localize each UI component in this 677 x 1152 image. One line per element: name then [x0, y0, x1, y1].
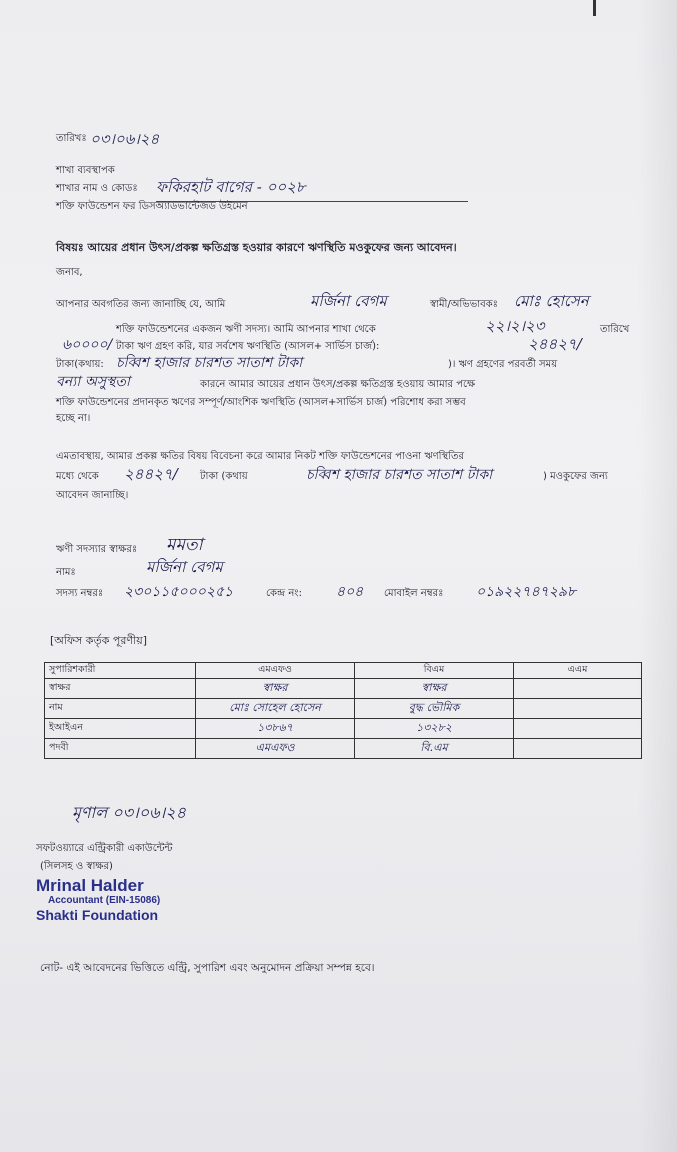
applicant-name-hw: মর্জিনা বেগম	[310, 292, 387, 310]
center-label: কেন্দ্র নং:	[266, 588, 302, 599]
mfo-signature: স্বাক্ষর	[196, 679, 355, 699]
para1-text7: )। ঋণ গ্রহণের পরবর্তী সময়	[448, 359, 558, 370]
header-cell: সুপারিশকারী	[45, 663, 196, 679]
footnote: নোট- এই আবেদনের ভিত্তিতে এন্ট্রি, সুপারিশ এবং অনুমোদন প্রক্রিয়া সম্পন্ন হবে।	[40, 962, 375, 974]
member-signature-label: ঋণী সদস্যার স্বাক্ষরঃ	[56, 544, 138, 555]
table-row	[45, 739, 642, 759]
date-value: ০৩।০৬।২৪	[90, 130, 160, 148]
para2-text2: মধ্যে থেকে	[56, 471, 99, 482]
row-label: ইআইএন	[45, 719, 196, 739]
table-row	[45, 679, 642, 699]
am-ein	[514, 719, 642, 739]
member-name-hw: মর্জিনা বেগম	[146, 558, 223, 576]
am-signature	[514, 679, 642, 699]
member-number-label: সদস্য নম্বরঃ	[56, 588, 104, 599]
salutation: জনাব,	[56, 267, 83, 278]
loan-amount-hw: ৬০০০০/	[62, 337, 113, 353]
para1-text1: আপনার অবগতির জন্য জানাচ্ছি যে, আমি	[56, 299, 226, 310]
waiver-words-hw: চব্বিশ হাজার চারশত সাতাশ টাকা	[306, 467, 493, 483]
member-name-label: নামঃ	[56, 567, 76, 578]
date-label: তারিখঃ	[56, 133, 87, 144]
reason-hw: বন্যা অসুস্থতা	[56, 374, 130, 390]
para1-text8: কারনে আমার আয়ের প্রধান উৎস/প্রকল্প ক্ষতিগ্রস্ত হওয়ায় আমার পক্ষে	[200, 379, 476, 390]
guardian-name-hw: মোঃ হোসেন	[514, 292, 589, 310]
mobile-label: মোবাইল নম্বরঃ	[384, 588, 444, 599]
office-table	[44, 662, 642, 759]
para1-text6: টাকা(কথায়:	[56, 359, 104, 370]
para1-text10: হচ্ছে না।	[56, 413, 91, 424]
branch-value: ফকিরহাট বাগের - ০০২৮	[156, 176, 468, 202]
addressee-line1: শাখা ব্যবস্থাপক	[56, 165, 115, 176]
para1-text4: তারিখে	[600, 324, 630, 335]
para1-text5: টাকা ঋণ গ্রহণ করি, যার সর্বশেষ ঋণস্থিতি (আসল+ সার্ভিস চার্জ):	[116, 341, 380, 352]
balance-words-hw: চব্বিশ হাজার চারশত সাতাশ টাকা	[116, 355, 303, 371]
office-note: [অফিস কর্তৃক পূরণীয়]	[50, 634, 147, 647]
loan-date-hw: ২২।২।২৩	[485, 317, 545, 335]
para2-text3: টাকা (কথায়	[200, 471, 248, 482]
stamp-org: Shakti Foundation	[36, 907, 159, 923]
mfo-name: মোঃ সোহেল হোসেন	[196, 699, 355, 719]
stamp-role: Accountant (EIN-15086)	[48, 895, 161, 906]
table-row	[45, 719, 642, 739]
row-label: স্বাক্ষর	[45, 679, 196, 699]
mobile-number-hw: ০১৯২২৭৪৭২৯৮	[476, 584, 577, 600]
stamp-name: Mrinal Halder	[36, 876, 144, 895]
accountant-signature-hw: মৃণাল ০৩।০৬।২৪	[72, 803, 187, 822]
waiver-amount-hw: ২৪৪২৭/	[124, 465, 178, 483]
accountant-sub: (সিলসহ ও স্বাক্ষর)	[40, 861, 113, 872]
balance-hw: ২৪৪২৭/	[528, 335, 582, 353]
bm-signature: স্বাক্ষর	[355, 679, 514, 699]
header-cell: এমএফও	[196, 663, 355, 679]
row-label: পদবী	[45, 739, 196, 759]
table-row	[45, 699, 642, 719]
table-header-row	[45, 663, 642, 679]
addressee-org: শক্তি ফাউন্ডেশন ফর ডিসঅ্যাডভান্টেজড উইমেন	[56, 201, 248, 212]
am-name	[514, 699, 642, 719]
para1-text3: শক্তি ফাউন্ডেশনের একজন ঋণী সদস্য। আমি আপনার শাখা থেকে	[116, 324, 376, 335]
top-edge-mark	[593, 0, 596, 16]
para1-text2: স্বামী/অভিভাবকঃ	[430, 299, 498, 310]
header-cell: বিএম	[355, 663, 514, 679]
subject-line: বিষয়ঃ আয়ের প্রধান উৎস/প্রকল্প ক্ষতিগ্রস্ত হওয়ার কারণে ঋণস্থিতি মওকুফের জন্য আবেদন।	[56, 241, 457, 254]
mfo-designation: এমএফও	[196, 739, 355, 759]
para2-text4: ) মওকুফের জন্য	[543, 471, 608, 482]
bm-name: বুদ্ধ ভৌমিক	[355, 699, 514, 719]
bm-designation: বি.এম	[355, 739, 514, 759]
accountant-title: সফটওয়্যারে এন্ট্রিকারী একাউন্টেন্ট	[36, 843, 173, 854]
para2-text5: আবেদন জানাচ্ছি।	[56, 490, 129, 501]
accountant-stamp	[36, 876, 160, 924]
row-label: নাম	[45, 699, 196, 719]
header-cell: এএম	[514, 663, 642, 679]
center-number-hw: ৪০৪	[336, 584, 364, 600]
bm-ein: ১৩২৮২	[355, 719, 514, 739]
am-designation	[514, 739, 642, 759]
branch-label: শাখার নাম ও কোডঃ	[56, 183, 138, 194]
para1-text9: শক্তি ফাউন্ডেশনের প্রদানকৃত ঋণের সম্পূর্ণ/আংশিক ঋণস্থিতি (আসল+সার্ভিস চার্জ) পরিশোধ করা সম্ভব	[56, 397, 466, 408]
member-signature-hw: মমতা	[166, 535, 203, 555]
member-number-hw: ২৩০১১৫০০০২৫১	[124, 584, 234, 600]
mfo-ein: ১৩৮৬৭	[196, 719, 355, 739]
page-shadow	[637, 0, 677, 1152]
para2-text1: এমতাবস্থায়, আমার প্রকল্প ক্ষতির বিষয় বিবেচনা করে আমার নিকট শক্তি ফাউন্ডেশনের পাওনা ঋণস্থিতির	[56, 451, 465, 462]
